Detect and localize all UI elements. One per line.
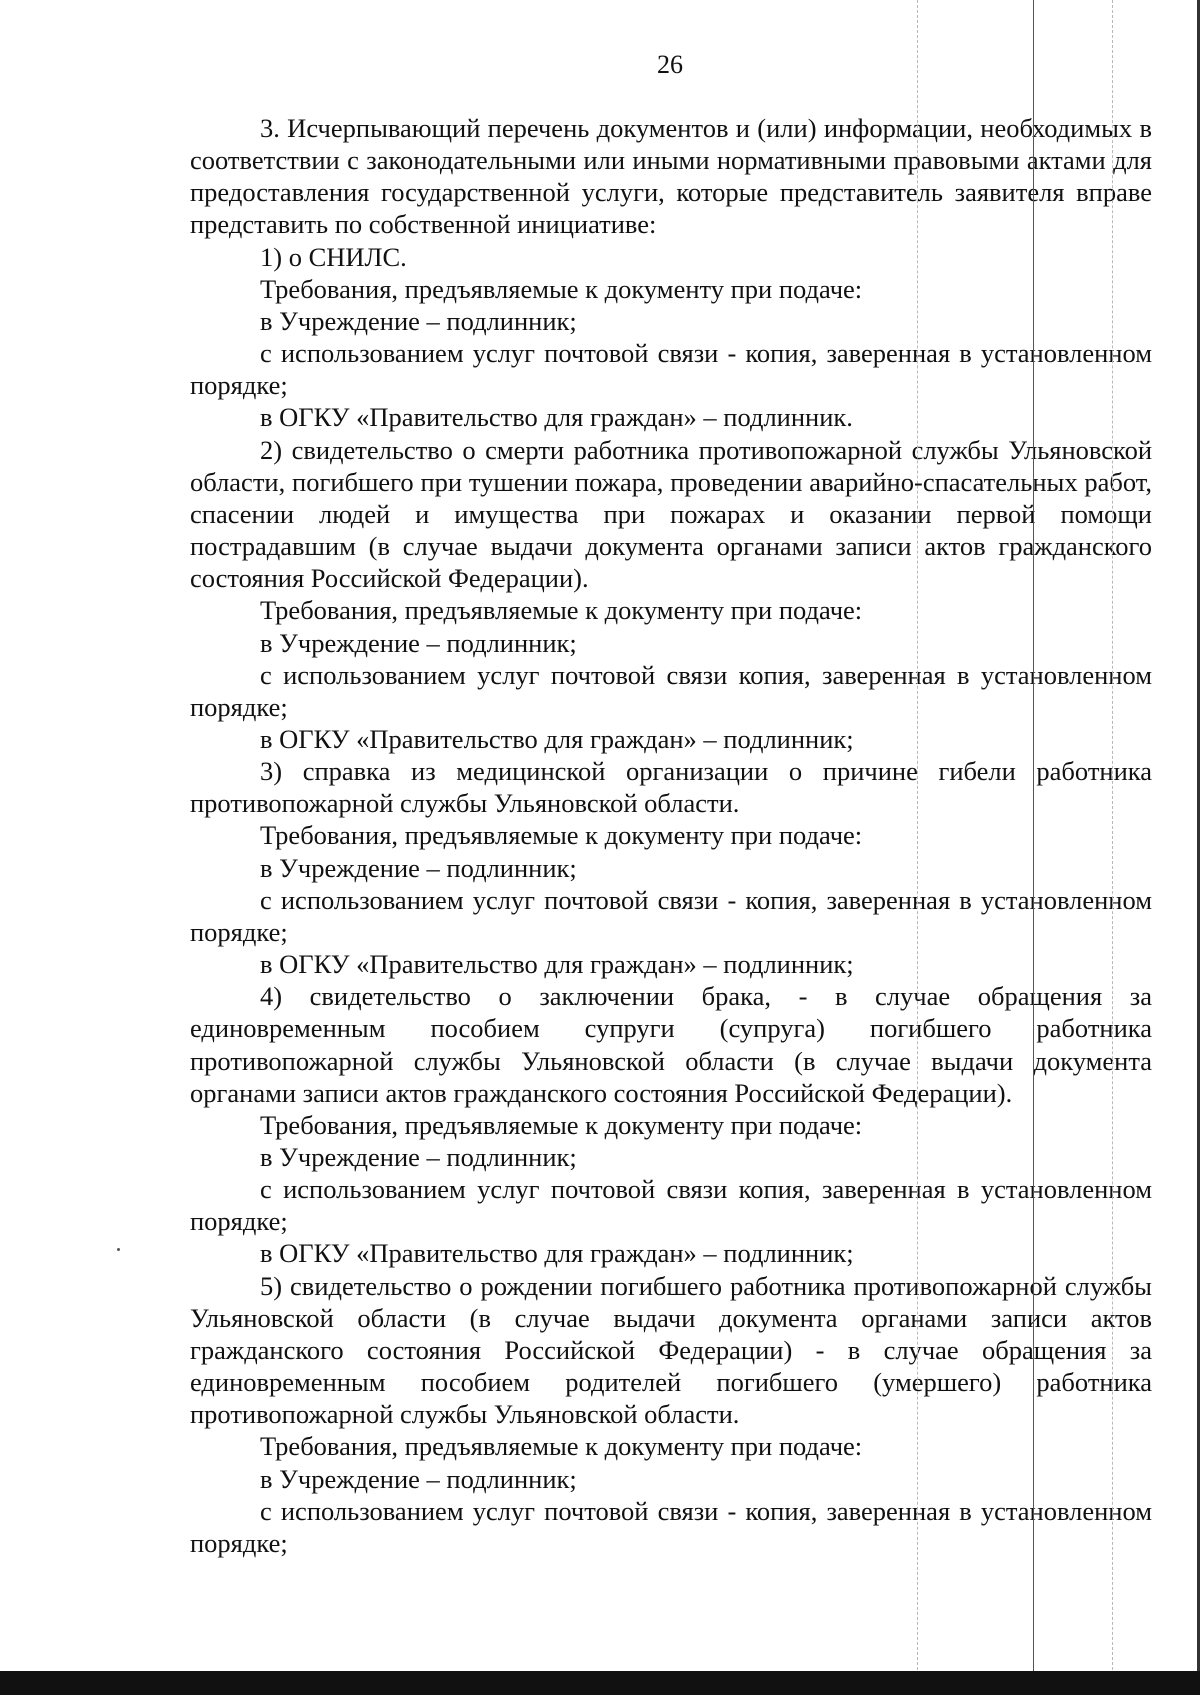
paragraph-3-intro: 3. Исчерпывающий перечень документов и (или) информации, необходимых в соответствии с законодательными или иными нормативными правовыми актами для предоставления государственной услуги, которые представитель заявителя вправе представить по собственной инициативе: xyxy=(190,113,1152,240)
requirement-postal: с использованием услуг почтовой связи копия, заверенная в установленном порядке; xyxy=(190,1174,1152,1237)
requirement-institution: в Учреждение – подлинник; xyxy=(260,1142,577,1172)
scan-fold-line-right xyxy=(1112,0,1113,1695)
requirements-heading: Требования, предъявляемые к документу при подаче: xyxy=(260,820,863,851)
scan-fold-line-main xyxy=(1033,0,1034,1695)
item-1-snils: 1) о СНИЛС. xyxy=(260,241,407,272)
scan-edge-bottom xyxy=(0,1671,1200,1695)
requirement-ogku: в ОГКУ «Правительство для граждан» – подлинник; xyxy=(260,723,854,754)
requirement-institution: в Учреждение – подлинник; xyxy=(260,852,577,883)
item-4-marriage-certificate: 4) свидетельство о заключении брака, - в случае обращения за единовременным пособием супруги (супруга) погибшего работника противопожарной службы Ульяновской области (в случае выдачи документа органами записи актов гражданского состояния Российской Федерации). xyxy=(190,981,1152,1108)
item-5-birth-certificate: 5) свидетельство о рождении погибшего работника противопожарной службы Ульяновской области (в случае выдачи документа органами записи актов гражданского состояния Российской Федерации) - в случае обращения за единовременным пособием родителей погибшего (умершего) работника противопожарной службы Ульяновской области. xyxy=(190,1270,1152,1430)
requirements-heading: Требования, предъявляемые к документу при подаче: xyxy=(260,273,863,304)
requirement-postal: с использованием услуг почтовой связи - копия, заверенная в установленном порядке; xyxy=(190,338,1152,401)
requirement-institution: в Учреждение – подлинник; xyxy=(260,627,577,658)
requirement-institution: в Учреждение – подлинник; xyxy=(260,1463,577,1494)
requirement-postal: с использованием услуг почтовой связи - копия, заверенная в установленном порядке; xyxy=(190,1495,1152,1558)
requirement-ogku: в ОГКУ «Правительство для граждан» – подлинник; xyxy=(260,1238,854,1269)
item-2-death-certificate: 2) свидетельство о смерти работника противопожарной службы Ульяновской области, погибшего при тушении пожара, проведении аварийно-спасательных работ, спасении людей и имущества при пожарах и оказании первой помощи пострадавшим (в случае выдачи документа органами записи актов гражданского состояния Российской Федерации). xyxy=(190,434,1152,594)
requirements-heading: Требования, предъявляемые к документу при подаче: xyxy=(260,1109,863,1140)
requirement-ogku: в ОГКУ «Правительство для граждан» – подлинник. xyxy=(260,402,853,433)
document-body xyxy=(190,112,1152,1559)
item-3-medical-certificate: 3) справка из медицинской организации о причине гибели работника противопожарной службы Ульяновской области. xyxy=(190,756,1152,819)
requirement-postal: с использованием услуг почтовой связи копия, заверенная в установленном порядке; xyxy=(190,659,1152,722)
page-number: 26 xyxy=(657,50,683,79)
scan-speck xyxy=(117,1248,120,1251)
requirement-postal: с использованием услуг почтовой связи - копия, заверенная в установленном порядке; xyxy=(190,884,1152,947)
requirements-heading: Требования, предъявляемые к документу при подаче: xyxy=(260,595,863,626)
requirements-heading: Требования, предъявляемые к документу при подаче: xyxy=(260,1431,863,1462)
scan-fold-line-left xyxy=(917,0,918,1695)
requirement-ogku: в ОГКУ «Правительство для граждан» – подлинник; xyxy=(260,949,854,980)
requirement-institution: в Учреждение – подлинник; xyxy=(260,305,577,336)
